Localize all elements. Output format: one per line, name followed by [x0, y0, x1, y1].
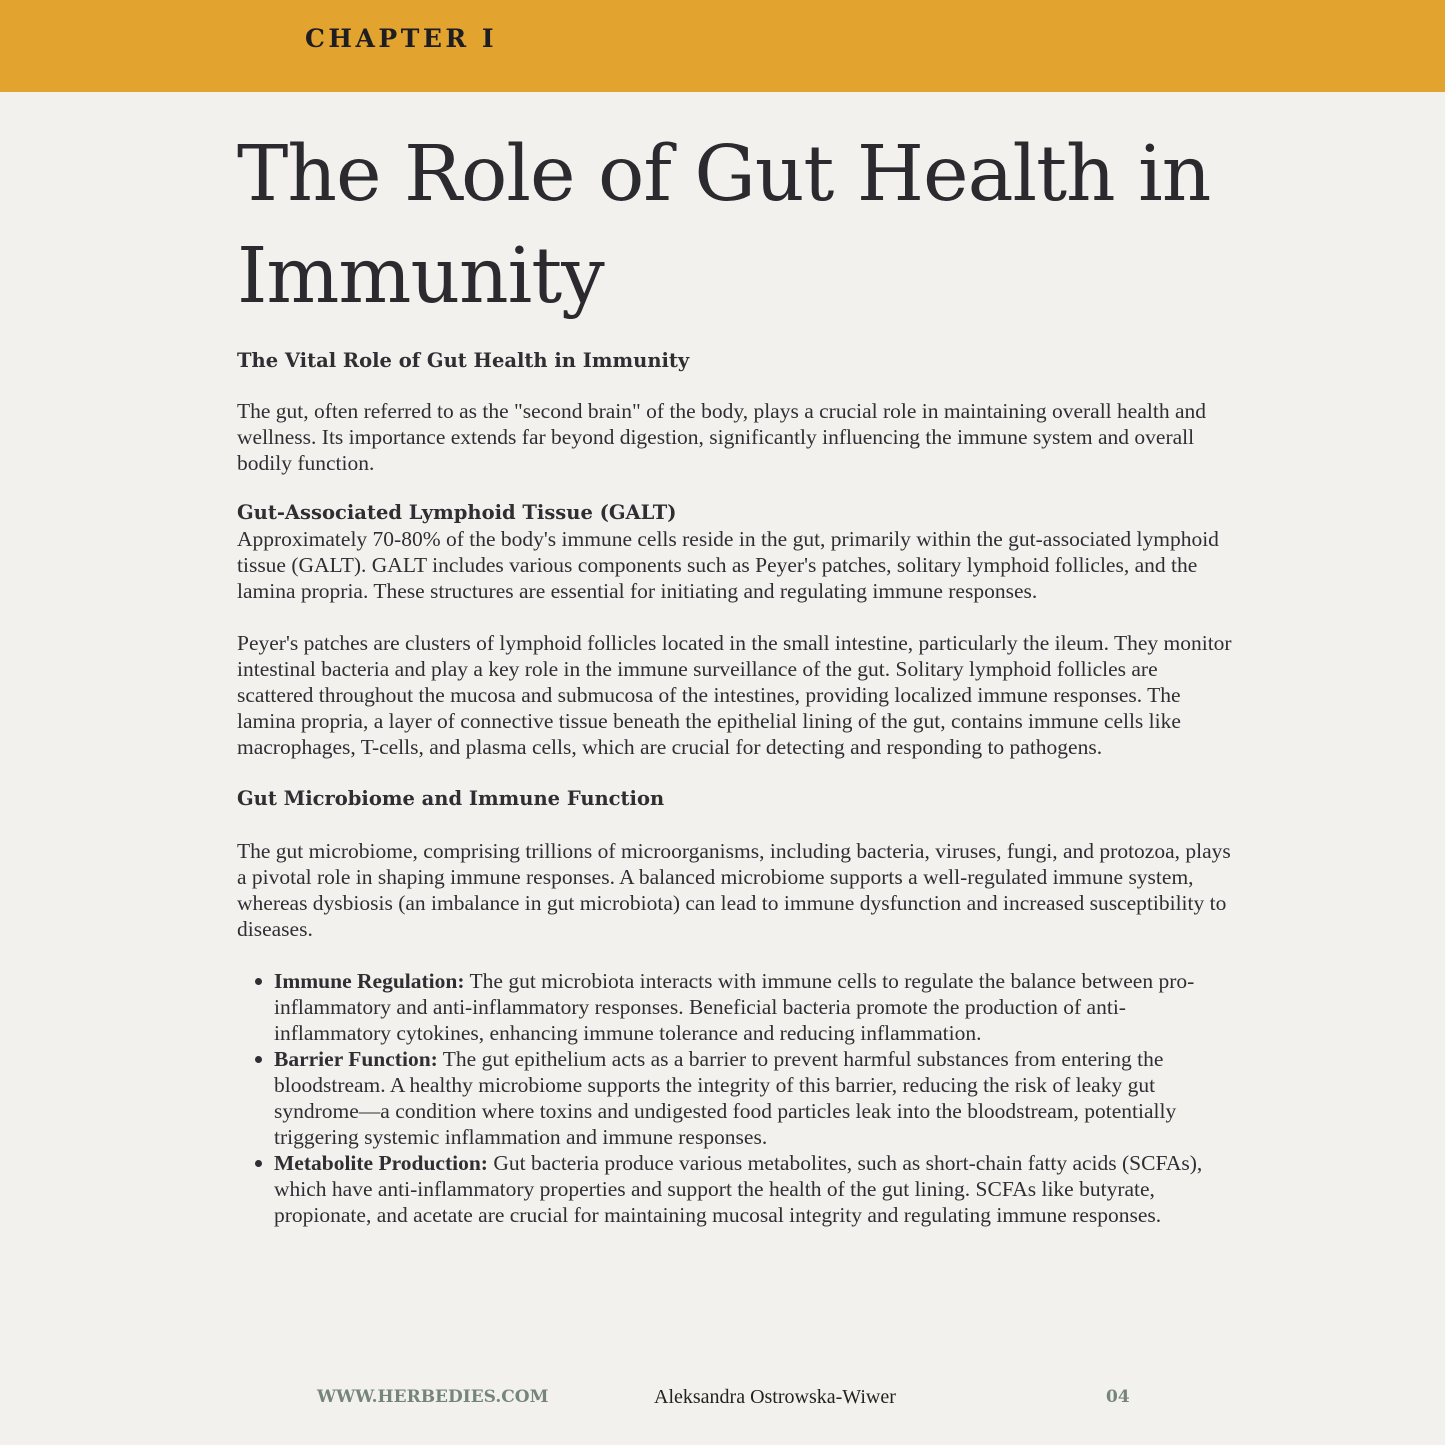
list-item — [274, 1150, 1237, 1228]
bullet-text: The gut epithelium acts as a barrier to prevent harmful substances from entering the bloodstream. A healthy microbiome supports the integrity of this barrier, reducing the risk of leaky gut syndrome—a condition where toxins and undigested food particles leak into the bloodstream, potentially triggering systemic inflammation and immune responses. — [274, 1047, 1177, 1149]
chapter-banner — [0, 0, 1445, 92]
paragraph-microbiome: The gut microbiome, comprising trillions of microorganisms, including bacteria, viruses, fungi, and protozoa, plays a pivotal role in shaping immune responses. A balanced microbiome supports a well-regulated immune system, whereas dysbiosis (an imbalance in gut microbiota) can lead to immune dysfunction and increased susceptibility to diseases. — [237, 839, 1231, 941]
footer-website-link[interactable]: WWW.HERBEDIES.COM — [317, 1387, 549, 1407]
section-heading-microbiome: Gut Microbiome and Immune Function — [237, 787, 665, 810]
list-item — [274, 1046, 1237, 1150]
bullet-term: Metabolite Production: — [274, 1151, 488, 1175]
page-number: 04 — [1106, 1387, 1130, 1407]
footer-author: Aleksandra Ostrowska-Wiwer — [654, 1386, 896, 1408]
bullet-term: Barrier Function: — [274, 1047, 438, 1071]
paragraph-galt-2: Peyer's patches are clusters of lymphoid follicles located in the small intestine, particularly the ileum. They monitor intestinal bacteria and play a key role in the immune surveillance of the gut. Solitary lymphoid follicles are scattered throughout the mucosa and submucosa of the intestines, providing localized immune responses. The lamina propria, a layer of connective tissue beneath the epithelial lining of the gut, contains immune cells like macrophages, T-cells, and plasma cells, which are crucial for detecting and responding to pathogens. — [237, 631, 1232, 759]
page-title: The Role of Gut Health in Immunity — [237, 130, 1211, 321]
section-heading-vital-role: The Vital Role of Gut Health in Immunity — [237, 349, 690, 372]
article-body — [237, 124, 1237, 1228]
list-item — [274, 968, 1237, 1046]
paragraph-intro: The gut, often referred to as the "second brain" of the body, plays a crucial role in maintaining overall health and wellness. Its importance extends far beyond digestion, significantly influencing the immune system and overall bodily function. — [237, 399, 1206, 475]
bullet-list — [237, 968, 1237, 1228]
chapter-label: CHAPTER I — [305, 24, 498, 53]
bullet-text: Gut bacteria produce various metabolites, such as short-chain fatty acids (SCFAs), which have anti-inflammatory properties and support the health of the gut lining. SCFAs like butyrate, propionate, and acetate are crucial for maintaining mucosal integrity and regulating immune responses. — [274, 1151, 1203, 1227]
bullet-term: Immune Regulation: — [274, 969, 465, 993]
bullet-text: The gut microbiota interacts with immune cells to regulate the balance between pro-inflammatory and anti-inflammatory responses. Beneficial bacteria promote the production of anti-inflammatory cytokines, enhancing immune tolerance and reducing inflammation. — [274, 969, 1195, 1045]
section-heading-galt: Gut-Associated Lymphoid Tissue (GALT) — [237, 501, 677, 524]
paragraph-galt-1: Approximately 70-80% of the body's immune cells reside in the gut, primarily within the gut-associated lymphoid tissue (GALT). GALT includes various components such as Peyer's patches, solitary lymphoid follicles, and the lamina propria. These structures are essential for initiating and regulating immune responses. — [237, 527, 1219, 603]
